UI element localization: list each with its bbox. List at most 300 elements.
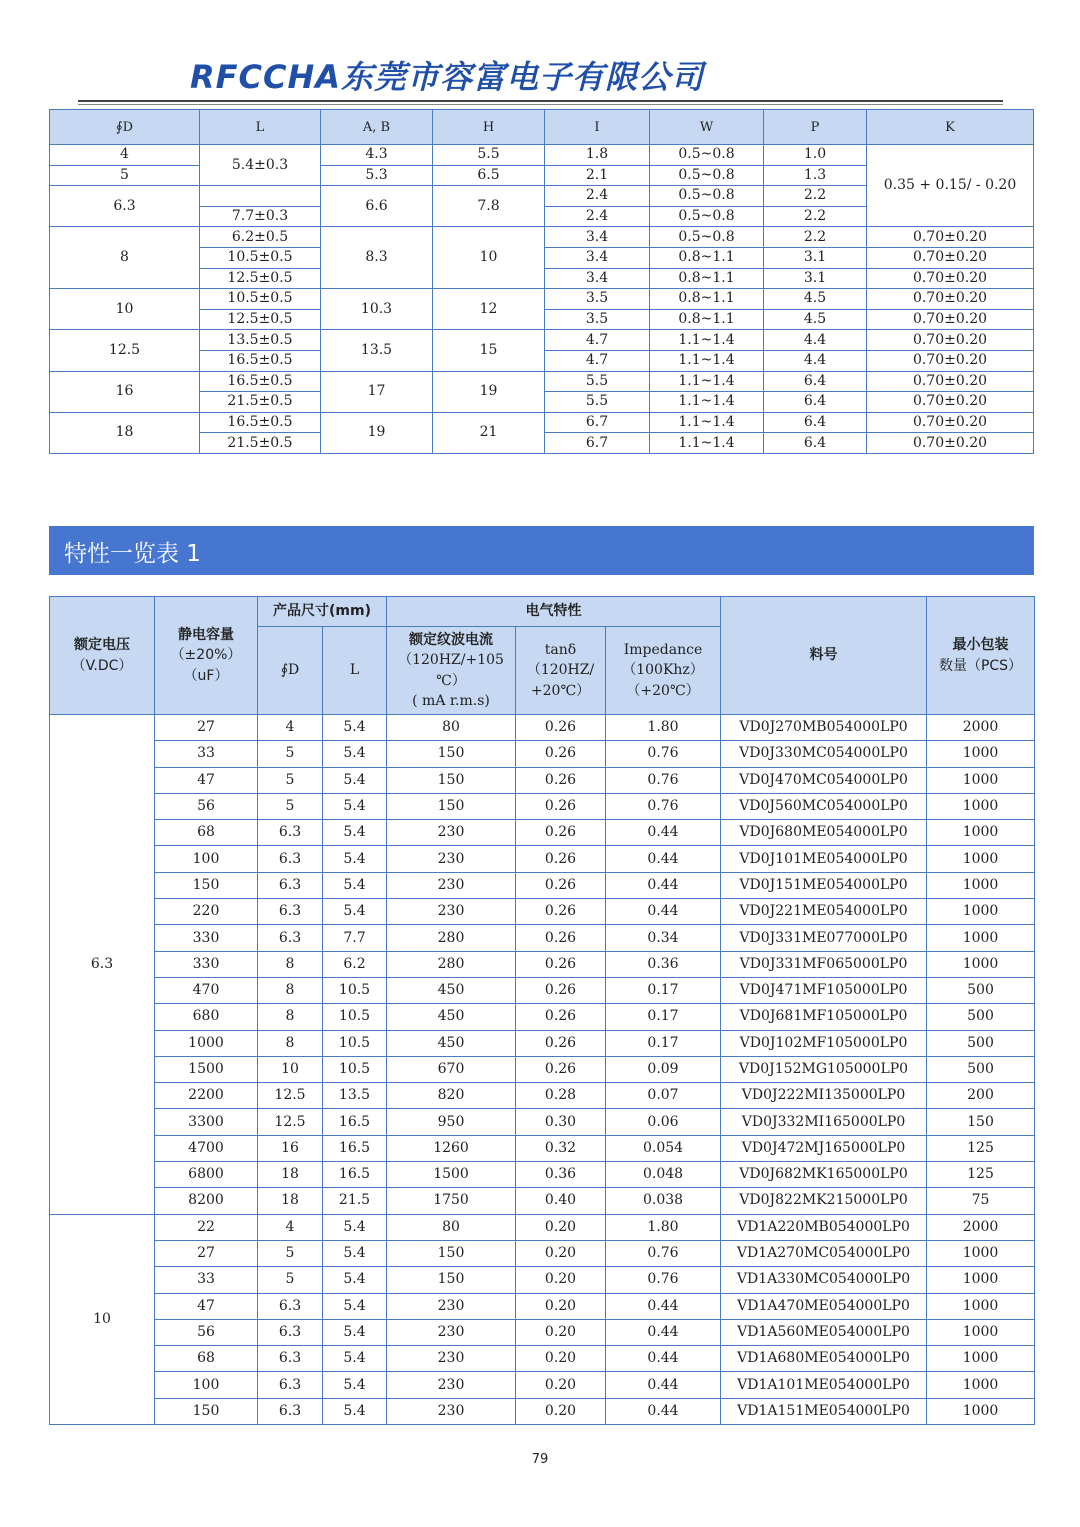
voltage-header (50, 597, 155, 715)
table-cell: 1000 (927, 951, 1035, 977)
electrical-group-header: 电气特性 (387, 597, 721, 627)
table-cell: 0.40 (516, 1188, 606, 1214)
table-cell: 4.7 (545, 330, 650, 351)
table-cell: 47 (155, 1293, 258, 1319)
table-cell: 0.44 (606, 899, 721, 925)
table-cell: 1260 (387, 1135, 516, 1161)
table-cell: VD1A151ME054000LP0 (721, 1398, 927, 1424)
table-cell: VD0J222MI135000LP0 (721, 1083, 927, 1109)
table-cell: 6.3 (258, 1319, 323, 1345)
min-pack-header (927, 597, 1035, 715)
table-cell: 0.054 (606, 1135, 721, 1161)
table-cell: 0.76 (606, 767, 721, 793)
table-cell: 280 (387, 951, 516, 977)
table-cell: 230 (387, 1398, 516, 1424)
table-cell: 150 (387, 1240, 516, 1266)
table-cell: 0.20 (516, 1293, 606, 1319)
table-cell: 6.5 (433, 165, 545, 186)
table-cell: 450 (387, 1030, 516, 1056)
table-cell: VD0J470MC054000LP0 (721, 767, 927, 793)
table-row (50, 741, 1035, 767)
table-row (50, 977, 1035, 1003)
table-cell: 6.3 (50, 186, 200, 227)
table-cell: 22 (155, 1214, 258, 1240)
table-row (50, 1162, 1035, 1188)
table-cell: 6.3 (258, 1372, 323, 1398)
header-rule-thin (78, 104, 1003, 105)
table-cell: 1.80 (606, 1214, 721, 1240)
table-cell: 0.70±0.20 (867, 227, 1034, 248)
table-cell: 12.5±0.5 (200, 309, 321, 330)
table-cell: 47 (155, 767, 258, 793)
table-cell: 8 (258, 951, 323, 977)
table-cell: 0.5~0.8 (650, 206, 764, 227)
header-line: ( mA r.m.s) (412, 692, 490, 709)
table-cell: 68 (155, 820, 258, 846)
table-cell: VD0J270MB054000LP0 (721, 715, 927, 741)
table-cell: 3.4 (545, 268, 650, 289)
table-cell: 27 (155, 1240, 258, 1266)
table-cell: 680 (155, 1004, 258, 1030)
table-cell: 8 (258, 1004, 323, 1030)
table-row (50, 1214, 1035, 1240)
table-cell: 1.1~1.4 (650, 433, 764, 454)
table-cell: 16 (258, 1135, 323, 1161)
table-cell: 33 (155, 741, 258, 767)
table-cell: 0.26 (516, 1056, 606, 1082)
table-cell: 5 (258, 767, 323, 793)
table-cell: 5.5 (545, 371, 650, 392)
table-cell: 100 (155, 846, 258, 872)
header-line: （120HZ/ (526, 662, 595, 679)
table-cell: 8 (258, 1030, 323, 1056)
table-cell: 3.5 (545, 309, 650, 330)
table-cell: 0.70±0.20 (867, 412, 1034, 433)
table-cell: 150 (155, 1398, 258, 1424)
table-row (50, 227, 1034, 248)
table-cell: 8 (258, 977, 323, 1003)
header-cell: H (433, 110, 545, 145)
table-cell: 16.5±0.5 (200, 371, 321, 392)
table-row (50, 846, 1035, 872)
header-line: （V.DC） (71, 657, 133, 674)
table-cell: 12.5 (258, 1083, 323, 1109)
table-cell: 1.1~1.4 (650, 392, 764, 413)
table-cell: 0.26 (516, 767, 606, 793)
table-cell: 0.20 (516, 1240, 606, 1266)
table-cell: VD1A330MC054000LP0 (721, 1267, 927, 1293)
table-cell: 5.4 (323, 1319, 387, 1345)
table-cell: 125 (927, 1135, 1035, 1161)
table-row (50, 925, 1035, 951)
company-title: RFCCHA东莞市容富电子有限公司 (190, 58, 705, 96)
table-cell: VD0J331MF065000LP0 (721, 951, 927, 977)
table-cell: 3.5 (545, 289, 650, 310)
table-cell: 1000 (927, 899, 1035, 925)
table-cell: 4.7 (545, 350, 650, 371)
table-cell: 0.20 (516, 1267, 606, 1293)
table-cell: 16.5±0.5 (200, 412, 321, 433)
table-cell: 8.3 (321, 227, 433, 289)
table-cell: 820 (387, 1083, 516, 1109)
table-cell: 2.1 (545, 165, 650, 186)
table-cell: 230 (387, 872, 516, 898)
table-cell: 2.2 (764, 227, 867, 248)
table-cell: 1000 (927, 820, 1035, 846)
table-cell: 0.44 (606, 1372, 721, 1398)
table-cell: 0.70±0.20 (867, 289, 1034, 310)
table-cell: VD1A680ME054000LP0 (721, 1346, 927, 1372)
table-cell: 21.5±0.5 (200, 392, 321, 413)
table-cell: 5 (258, 1240, 323, 1266)
table-cell: 1000 (155, 1030, 258, 1056)
dimension-header-row (50, 110, 1034, 145)
table-cell: 0.26 (516, 872, 606, 898)
table-cell: 80 (387, 715, 516, 741)
table-cell: 5.5 (545, 392, 650, 413)
header-cell: K (867, 110, 1034, 145)
table-cell: 21.5±0.5 (200, 433, 321, 454)
table-cell: 0.20 (516, 1346, 606, 1372)
table-cell: 1.1~1.4 (650, 412, 764, 433)
table-cell: 1000 (927, 1240, 1035, 1266)
table-cell: 0.76 (606, 1267, 721, 1293)
table-cell: 0.76 (606, 741, 721, 767)
table-cell: 21.5 (323, 1188, 387, 1214)
table-cell: VD1A220MB054000LP0 (721, 1214, 927, 1240)
table-cell: 5.4 (323, 793, 387, 819)
table-cell: 5.4 (323, 1293, 387, 1319)
table-cell: 18 (258, 1188, 323, 1214)
table-cell: VD0J472MJ165000LP0 (721, 1135, 927, 1161)
table-cell: 0.07 (606, 1083, 721, 1109)
table-cell: 0.70±0.20 (867, 392, 1034, 413)
voltage-cell: 10 (50, 1214, 155, 1424)
table-cell: 150 (387, 741, 516, 767)
table-cell: 1.1~1.4 (650, 330, 764, 351)
table-cell: 1000 (927, 741, 1035, 767)
table-cell: 6.4 (764, 392, 867, 413)
table-cell: 2.2 (764, 206, 867, 227)
table-cell: 0.36 (516, 1162, 606, 1188)
table-cell: 6.3 (258, 1398, 323, 1424)
table-cell: 6.3 (258, 846, 323, 872)
table-cell: 950 (387, 1109, 516, 1135)
table-cell: 0.17 (606, 977, 721, 1003)
table-cell: 3.1 (764, 247, 867, 268)
table-cell: 0.5~0.8 (650, 145, 764, 166)
table-cell: 0.30 (516, 1109, 606, 1135)
table-cell: 5 (258, 741, 323, 767)
table-row (50, 1372, 1035, 1398)
table-cell: 5.4 (323, 872, 387, 898)
table-cell: 470 (155, 977, 258, 1003)
table-cell: 16.5 (323, 1109, 387, 1135)
table-cell: 3.4 (545, 247, 650, 268)
table-cell: 0.09 (606, 1056, 721, 1082)
ripple-header (387, 627, 516, 715)
table-cell: 4.3 (321, 145, 433, 166)
table-cell: 2.4 (545, 206, 650, 227)
table-cell: 2.4 (545, 186, 650, 207)
table-cell: 15 (433, 330, 545, 371)
table-cell: 1000 (927, 767, 1035, 793)
table-cell: 16 (50, 371, 200, 412)
table-cell: 10.5±0.5 (200, 247, 321, 268)
table-cell: 0.70±0.20 (867, 350, 1034, 371)
table-cell: 6.2±0.5 (200, 227, 321, 248)
table-cell: 0.28 (516, 1083, 606, 1109)
table-cell: 230 (387, 899, 516, 925)
table-cell: 0.44 (606, 820, 721, 846)
table-cell: 1000 (927, 1398, 1035, 1424)
table-cell: 6.3 (258, 925, 323, 951)
table-cell: 0.35 + 0.15/ - 0.20 (867, 145, 1034, 227)
header-line: 额定电压 (74, 637, 130, 654)
table-cell: 0.76 (606, 1240, 721, 1266)
table-cell: VD0J680ME054000LP0 (721, 820, 927, 846)
table-row (50, 872, 1035, 898)
table-cell: 12.5 (50, 330, 200, 371)
table-cell: VD0J151ME054000LP0 (721, 872, 927, 898)
table-cell: 200 (927, 1083, 1035, 1109)
table-cell: 19 (321, 412, 433, 453)
table-cell: 0.26 (516, 899, 606, 925)
page-number: 79 (531, 1452, 549, 1467)
table-cell: 10.5 (323, 977, 387, 1003)
table-cell: 5.4 (323, 767, 387, 793)
table-cell: 5 (258, 793, 323, 819)
header-line: 最小包装 (952, 637, 1009, 654)
table-cell: 8 (50, 227, 200, 289)
table-cell: 125 (927, 1162, 1035, 1188)
table-cell: 6.3 (258, 1293, 323, 1319)
table-cell: 10.5±0.5 (200, 289, 321, 310)
table-cell: 230 (387, 1346, 516, 1372)
table-cell: 500 (927, 1056, 1035, 1082)
table-cell: 10.5 (323, 1030, 387, 1056)
table-row (50, 767, 1035, 793)
table-cell: 0.26 (516, 846, 606, 872)
table-cell: 5.4 (323, 1346, 387, 1372)
table-cell: 4 (50, 145, 200, 166)
header-line: （+20℃） (626, 682, 700, 699)
table-cell: 220 (155, 899, 258, 925)
table-cell: 0.8~1.1 (650, 309, 764, 330)
table-cell: VD0J681MF105000LP0 (721, 1004, 927, 1030)
impedance-header (606, 627, 721, 715)
table-cell: 0.20 (516, 1372, 606, 1398)
table-cell: 0.44 (606, 872, 721, 898)
table-cell: VD0J332MI165000LP0 (721, 1109, 927, 1135)
table-cell: 7.7 (323, 925, 387, 951)
table-cell: 68 (155, 1346, 258, 1372)
header-line: ℃） (436, 672, 466, 689)
section-header (49, 526, 1034, 575)
table-cell: 0.06 (606, 1109, 721, 1135)
table-cell: 6.3 (258, 1346, 323, 1372)
table-cell: 56 (155, 793, 258, 819)
table-cell: 0.26 (516, 715, 606, 741)
table-cell: 0.5~0.8 (650, 165, 764, 186)
table-cell: 0.26 (516, 820, 606, 846)
table-cell: 80 (387, 1214, 516, 1240)
table-cell: 1.0 (764, 145, 867, 166)
table-cell: 230 (387, 1372, 516, 1398)
table-cell: 1.3 (764, 165, 867, 186)
table-cell: 0.26 (516, 1030, 606, 1056)
table-cell: 230 (387, 846, 516, 872)
table-cell: 5.4 (323, 1398, 387, 1424)
table-cell: 150 (927, 1109, 1035, 1135)
table-cell: 0.70±0.20 (867, 433, 1034, 454)
table-cell: 5.4 (323, 1240, 387, 1266)
voltage-cell: 6.3 (50, 715, 155, 1215)
table-cell: 8200 (155, 1188, 258, 1214)
table-cell: 280 (387, 925, 516, 951)
table-cell: VD0J560MC054000LP0 (721, 793, 927, 819)
table-cell: 6.7 (545, 433, 650, 454)
table-cell: VD1A101ME054000LP0 (721, 1372, 927, 1398)
table-cell: 13.5 (321, 330, 433, 371)
table-row (50, 412, 1034, 433)
header-cell: L (200, 110, 321, 145)
table-cell: 6.3 (258, 820, 323, 846)
table-cell: 0.44 (606, 846, 721, 872)
table-cell: 10.5 (323, 1004, 387, 1030)
header-line: （uF） (183, 667, 229, 684)
table-cell: 330 (155, 951, 258, 977)
table-cell: 2.2 (764, 186, 867, 207)
table-cell: 6.7 (545, 412, 650, 433)
table-cell: 0.8~1.1 (650, 289, 764, 310)
table-row (50, 1398, 1035, 1424)
table-cell: 5.4 (323, 820, 387, 846)
table-cell: 1000 (927, 925, 1035, 951)
table-row (50, 793, 1035, 819)
table-cell: 13.5 (323, 1083, 387, 1109)
table-cell: 1.80 (606, 715, 721, 741)
table-cell: 0.70±0.20 (867, 330, 1034, 351)
table-cell: 4 (258, 715, 323, 741)
table-cell: 5.3 (321, 165, 433, 186)
table-cell: VD0J682MK165000LP0 (721, 1162, 927, 1188)
table-cell: 12 (433, 289, 545, 330)
table-cell: 0.34 (606, 925, 721, 951)
table-row (50, 1056, 1035, 1082)
table-cell: 0.70±0.20 (867, 268, 1034, 289)
table-cell: 56 (155, 1319, 258, 1345)
table-row (50, 1346, 1035, 1372)
table-row (50, 145, 1034, 166)
table-row (50, 1188, 1035, 1214)
table-cell: 1500 (155, 1056, 258, 1082)
table-cell: 12.5±0.5 (200, 268, 321, 289)
table-cell: 16.5±0.5 (200, 350, 321, 371)
header-cell: W (650, 110, 764, 145)
table-cell: 670 (387, 1056, 516, 1082)
table-cell: 0.76 (606, 793, 721, 819)
table-cell: 0.048 (606, 1162, 721, 1188)
table-cell: 2200 (155, 1083, 258, 1109)
table-cell: 230 (387, 1319, 516, 1345)
table-cell: 4700 (155, 1135, 258, 1161)
table-cell: VD1A560ME054000LP0 (721, 1319, 927, 1345)
table-cell: VD0J331ME077000LP0 (721, 925, 927, 951)
section-title: 特性一览表 1 (64, 541, 201, 567)
table-cell: 27 (155, 715, 258, 741)
table-cell: 150 (387, 793, 516, 819)
dimension-table (49, 109, 1034, 454)
table-cell: 4 (258, 1214, 323, 1240)
table-cell: VD0J330MC054000LP0 (721, 741, 927, 767)
table-cell: 5 (258, 1267, 323, 1293)
table-cell: 1000 (927, 872, 1035, 898)
table-cell: 0.20 (516, 1319, 606, 1345)
header-rule (78, 100, 1003, 102)
table-row (50, 951, 1035, 977)
table-cell: 150 (155, 872, 258, 898)
table-cell: 5.4 (323, 899, 387, 925)
table-row (50, 1109, 1035, 1135)
table-cell: 0.20 (516, 1398, 606, 1424)
table-cell: 500 (927, 1030, 1035, 1056)
table-cell: 18 (50, 412, 200, 453)
table-cell: 1000 (927, 1293, 1035, 1319)
table-cell: 12.5 (258, 1109, 323, 1135)
table-cell: 10.3 (321, 289, 433, 330)
table-cell: VD0J101ME054000LP0 (721, 846, 927, 872)
table-cell: 6.6 (321, 186, 433, 227)
table-cell: 0.26 (516, 925, 606, 951)
table-cell: 0.5~0.8 (650, 186, 764, 207)
table-row (50, 1293, 1035, 1319)
table-cell: 0.36 (606, 951, 721, 977)
table-cell: 4.5 (764, 289, 867, 310)
phi-d-header: ∮D (258, 627, 323, 715)
table-cell: VD0J221ME054000LP0 (721, 899, 927, 925)
capacitance-header (155, 597, 258, 715)
table-cell: 19 (433, 371, 545, 412)
table-row (50, 371, 1034, 392)
table-cell: 1000 (927, 1372, 1035, 1398)
table-cell: VD0J152MG105000LP0 (721, 1056, 927, 1082)
table-cell: 5.4 (323, 846, 387, 872)
table-cell: 0.44 (606, 1319, 721, 1345)
part-no-header: 料号 (721, 597, 927, 715)
table-cell: 4.5 (764, 309, 867, 330)
table-cell: 0.5~0.8 (650, 227, 764, 248)
table-cell: 0.17 (606, 1004, 721, 1030)
table-cell: 17 (321, 371, 433, 412)
table-row (50, 1083, 1035, 1109)
table-cell: 5.4 (323, 1267, 387, 1293)
header-line: +20℃） (530, 682, 591, 699)
table-cell: 5.5 (433, 145, 545, 166)
table-cell: 1000 (927, 846, 1035, 872)
table-cell: 0.44 (606, 1398, 721, 1424)
header-line: 数量（PCS） (938, 657, 1023, 674)
table-cell: 0.26 (516, 951, 606, 977)
table-cell: 21 (433, 412, 545, 453)
table-row (50, 715, 1035, 741)
table-cell: VD1A270MC054000LP0 (721, 1240, 927, 1266)
table-cell: 4.4 (764, 330, 867, 351)
table-cell: 16.5 (323, 1135, 387, 1161)
table-cell: 0.70±0.20 (867, 247, 1034, 268)
header-line: （120HZ/+105 (398, 652, 504, 669)
table-cell: 10 (433, 227, 545, 289)
